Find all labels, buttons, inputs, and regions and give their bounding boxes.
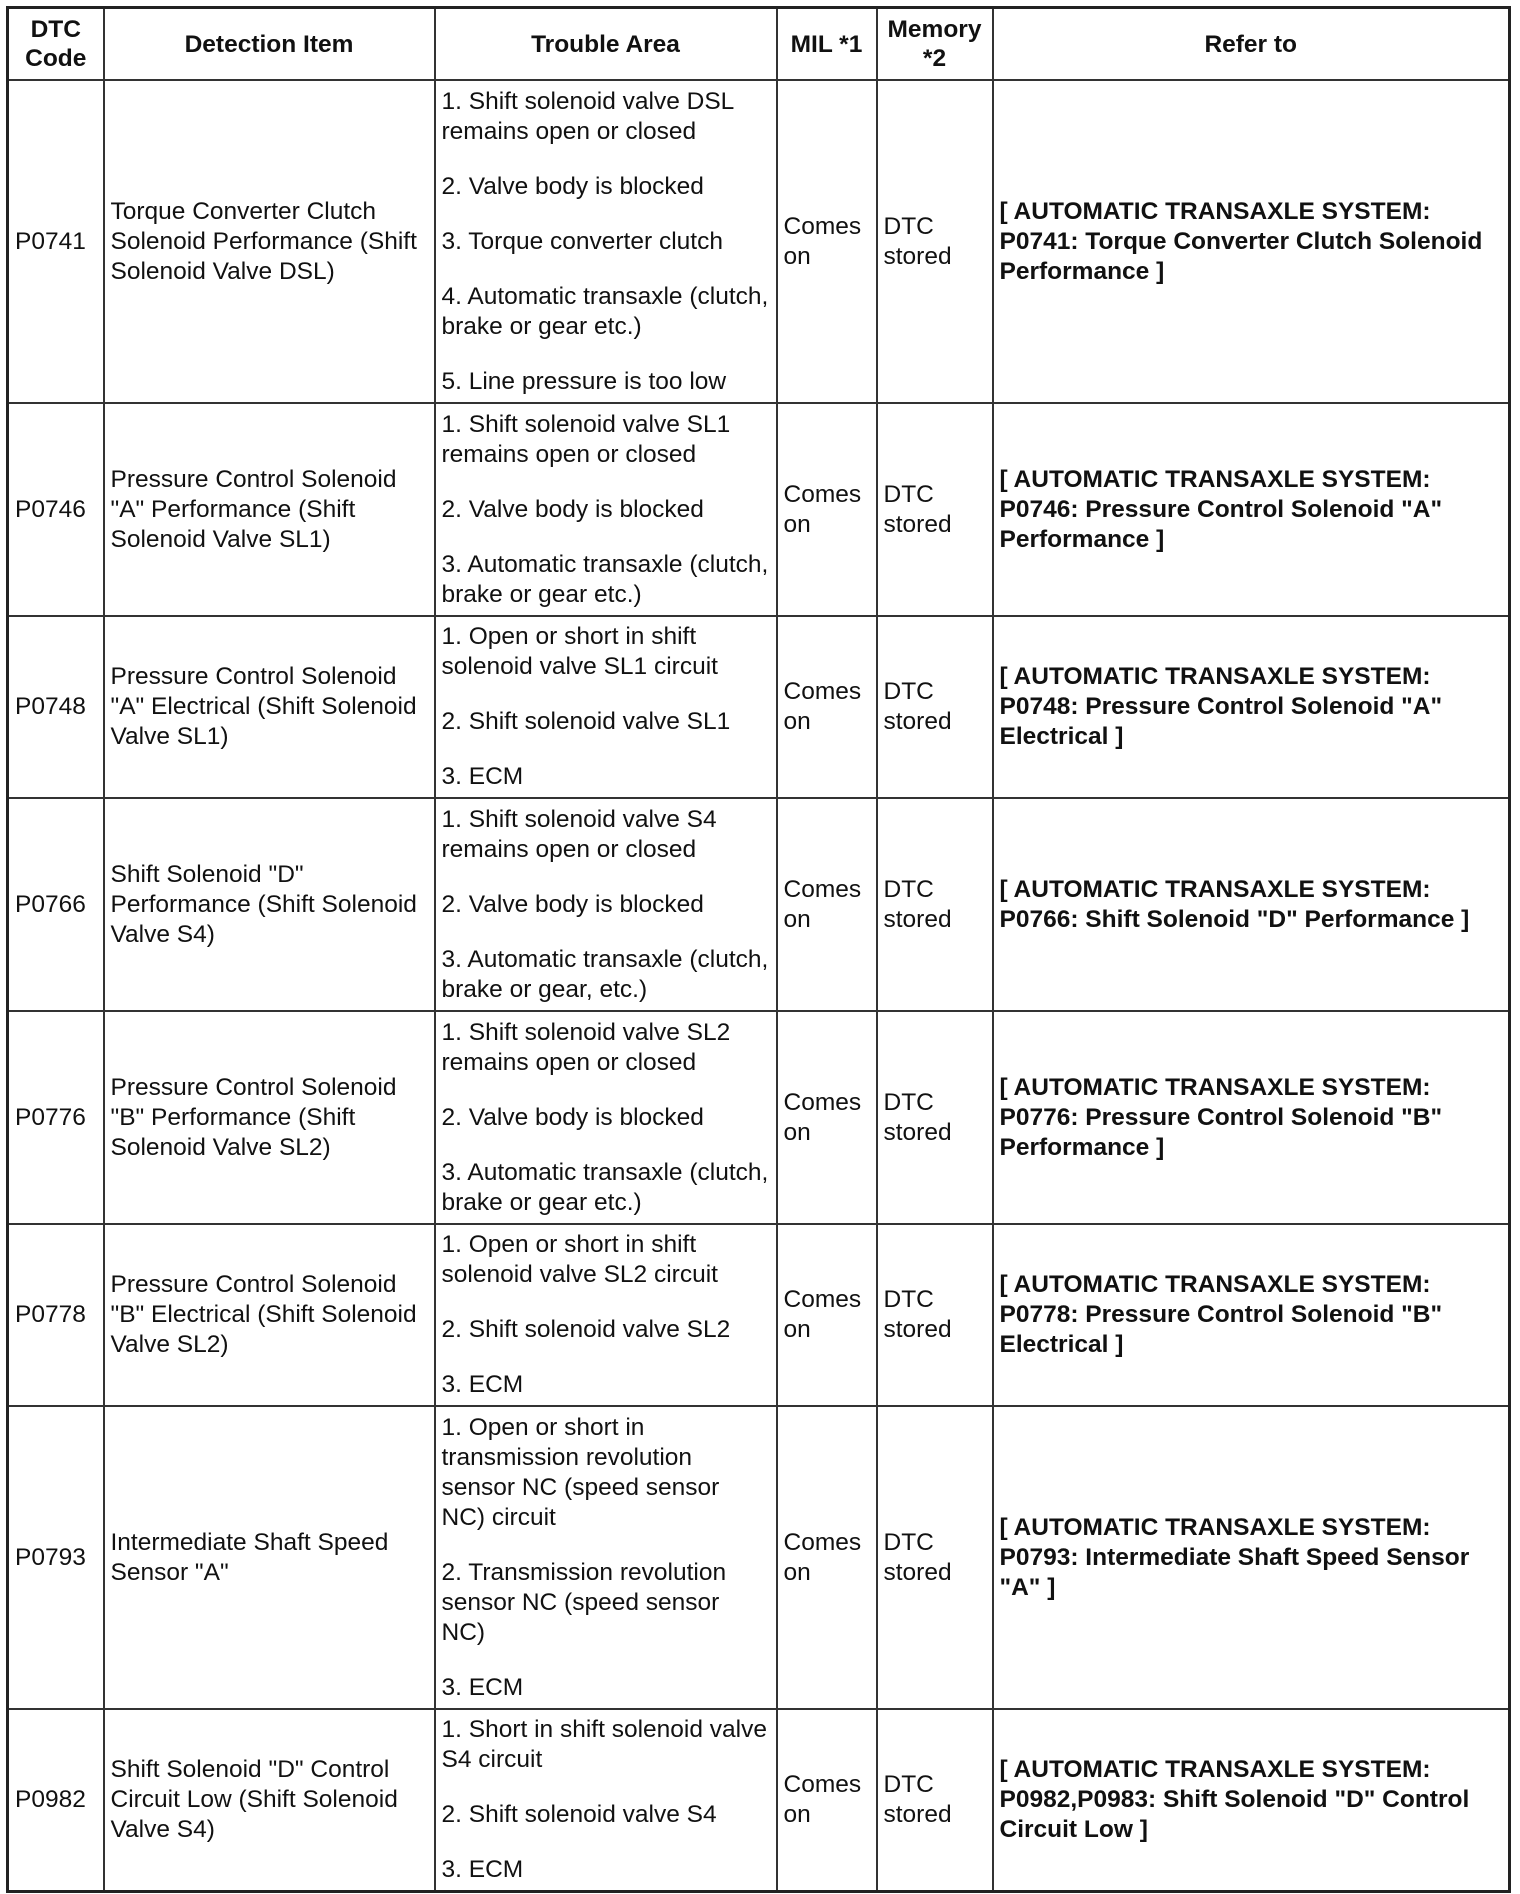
- trouble-area-item: 1. Open or short in shift solenoid valve SL2 circuit: [441, 1231, 718, 1288]
- header-refer-to: Refer to: [993, 8, 1510, 81]
- trouble-area-item: 3. Automatic transaxle (clutch, brake or gear, etc.): [441, 945, 769, 1003]
- detection-item: Torque Converter Clutch Solenoid Performance (Shift Solenoid Valve DSL): [104, 80, 435, 403]
- trouble-area: [435, 80, 777, 403]
- dtc-code: P0776: [8, 1011, 104, 1224]
- header-mil: MIL *1: [777, 8, 877, 81]
- table-row: [8, 403, 1510, 616]
- table-row: [8, 1224, 1510, 1406]
- trouble-area-item: 3. ECM: [441, 1371, 524, 1398]
- trouble-area: [435, 403, 777, 616]
- trouble-area-item: 3. ECM: [441, 1855, 524, 1883]
- trouble-area-item: 2. Shift solenoid valve S4: [441, 1800, 717, 1828]
- trouble-area-item: 2. Valve body is blocked: [441, 495, 704, 523]
- memory-status: DTC stored: [877, 80, 993, 403]
- mil-status: Comes on: [777, 798, 877, 1011]
- trouble-area-item: 3. Automatic transaxle (clutch, brake or gear etc.): [441, 1158, 769, 1216]
- trouble-area-item: 2. Shift solenoid valve SL1: [441, 708, 731, 735]
- dtc-code: P0778: [8, 1224, 104, 1406]
- trouble-area-item: 3. ECM: [441, 763, 524, 790]
- table-row: [8, 616, 1510, 798]
- refer-to-link[interactable]: [ AUTOMATIC TRANSAXLE SYSTEM: P0793: Intermediate Shaft Speed Sensor "A" ]: [993, 1406, 1510, 1709]
- table-row: [8, 80, 1510, 403]
- trouble-area-item: 1. Shift solenoid valve DSL remains open or closed: [441, 87, 734, 145]
- detection-item: Pressure Control Solenoid "A" Electrical (Shift Solenoid Valve SL1): [104, 616, 435, 798]
- header-detection-item: Detection Item: [104, 8, 435, 81]
- table-row: [8, 1406, 1510, 1709]
- mil-status: Comes on: [777, 80, 877, 403]
- detection-item: Pressure Control Solenoid "B" Performance (Shift Solenoid Valve SL2): [104, 1011, 435, 1224]
- memory-status: DTC stored: [877, 1224, 993, 1406]
- trouble-area-item: 2. Valve body is blocked: [441, 890, 704, 918]
- detection-item: Pressure Control Solenoid "B" Electrical (Shift Solenoid Valve SL2): [104, 1224, 435, 1406]
- mil-status: Comes on: [777, 1709, 877, 1891]
- table-row: [8, 798, 1510, 1011]
- trouble-area: [435, 616, 777, 798]
- refer-to-link[interactable]: [ AUTOMATIC TRANSAXLE SYSTEM: P0776: Pressure Control Solenoid "B" Performance ]: [993, 1011, 1510, 1224]
- header-dtc-code: DTC Code: [8, 8, 104, 81]
- trouble-area-item: 1. Shift solenoid valve SL1 remains open or closed: [441, 410, 731, 468]
- trouble-area: [435, 1406, 777, 1709]
- refer-to-link[interactable]: [ AUTOMATIC TRANSAXLE SYSTEM: P0746: Pressure Control Solenoid "A" Performance ]: [993, 403, 1510, 616]
- trouble-area-item: 2. Valve body is blocked: [441, 172, 704, 200]
- dtc-table: [6, 6, 1511, 1893]
- trouble-area-item: 1. Short in shift solenoid valve S4 circuit: [441, 1715, 767, 1773]
- mil-status: Comes on: [777, 1406, 877, 1709]
- memory-status: DTC stored: [877, 403, 993, 616]
- trouble-area-item: 1. Open or short in transmission revolution sensor NC (speed sensor NC) circuit: [441, 1413, 720, 1531]
- detection-item: Intermediate Shaft Speed Sensor "A": [104, 1406, 435, 1709]
- refer-to-link[interactable]: [ AUTOMATIC TRANSAXLE SYSTEM: P0748: Pressure Control Solenoid "A" Electrical ]: [993, 616, 1510, 798]
- trouble-area-item: 1. Shift solenoid valve S4 remains open or closed: [441, 805, 717, 863]
- table-header-row: [8, 8, 1510, 81]
- dtc-code: P0793: [8, 1406, 104, 1709]
- dtc-code: P0748: [8, 616, 104, 798]
- mil-status: Comes on: [777, 403, 877, 616]
- trouble-area-item: 3. ECM: [441, 1673, 524, 1701]
- mil-status: Comes on: [777, 1224, 877, 1406]
- trouble-area-item: 2. Shift solenoid valve SL2: [441, 1316, 731, 1343]
- dtc-code: P0982: [8, 1709, 104, 1891]
- trouble-area-item: 2. Valve body is blocked: [441, 1103, 704, 1131]
- table-row: [8, 1709, 1510, 1891]
- trouble-area-item: 5. Line pressure is too low: [441, 367, 727, 395]
- trouble-area-item: 4. Automatic transaxle (clutch, brake or gear etc.): [441, 282, 769, 340]
- trouble-area-item: 1. Open or short in shift solenoid valve SL1 circuit: [441, 623, 718, 680]
- trouble-area-item: 1. Shift solenoid valve SL2 remains open or closed: [441, 1018, 731, 1076]
- mil-status: Comes on: [777, 616, 877, 798]
- dtc-code: P0766: [8, 798, 104, 1011]
- trouble-area-item: 2. Transmission revolution sensor NC (speed sensor NC): [441, 1558, 727, 1646]
- table-row: [8, 1011, 1510, 1224]
- dtc-code: P0741: [8, 80, 104, 403]
- dtc-table-page: [6, 6, 1508, 1893]
- header-trouble-area: Trouble Area: [435, 8, 777, 81]
- trouble-area: [435, 1224, 777, 1406]
- refer-to-link[interactable]: [ AUTOMATIC TRANSAXLE SYSTEM: P0741: Torque Converter Clutch Solenoid Performance ]: [993, 80, 1510, 403]
- memory-status: DTC stored: [877, 1406, 993, 1709]
- trouble-area: [435, 1709, 777, 1891]
- detection-item: Pressure Control Solenoid "A" Performance (Shift Solenoid Valve SL1): [104, 403, 435, 616]
- detection-item: Shift Solenoid "D" Control Circuit Low (Shift Solenoid Valve S4): [104, 1709, 435, 1891]
- dtc-code: P0746: [8, 403, 104, 616]
- refer-to-link[interactable]: [ AUTOMATIC TRANSAXLE SYSTEM: P0982,P0983: Shift Solenoid "D" Control Circuit Low ]: [993, 1709, 1510, 1891]
- refer-to-link[interactable]: [ AUTOMATIC TRANSAXLE SYSTEM: P0778: Pressure Control Solenoid "B" Electrical ]: [993, 1224, 1510, 1406]
- trouble-area-item: 3. Automatic transaxle (clutch, brake or gear etc.): [441, 550, 769, 608]
- detection-item: Shift Solenoid "D" Performance (Shift Solenoid Valve S4): [104, 798, 435, 1011]
- trouble-area: [435, 798, 777, 1011]
- trouble-area-item: 3. Torque converter clutch: [441, 227, 723, 255]
- trouble-area: [435, 1011, 777, 1224]
- memory-status: DTC stored: [877, 798, 993, 1011]
- memory-status: DTC stored: [877, 616, 993, 798]
- mil-status: Comes on: [777, 1011, 877, 1224]
- header-memory: Memory *2: [877, 8, 993, 81]
- memory-status: DTC stored: [877, 1709, 993, 1891]
- memory-status: DTC stored: [877, 1011, 993, 1224]
- refer-to-link[interactable]: [ AUTOMATIC TRANSAXLE SYSTEM: P0766: Shift Solenoid "D" Performance ]: [993, 798, 1510, 1011]
